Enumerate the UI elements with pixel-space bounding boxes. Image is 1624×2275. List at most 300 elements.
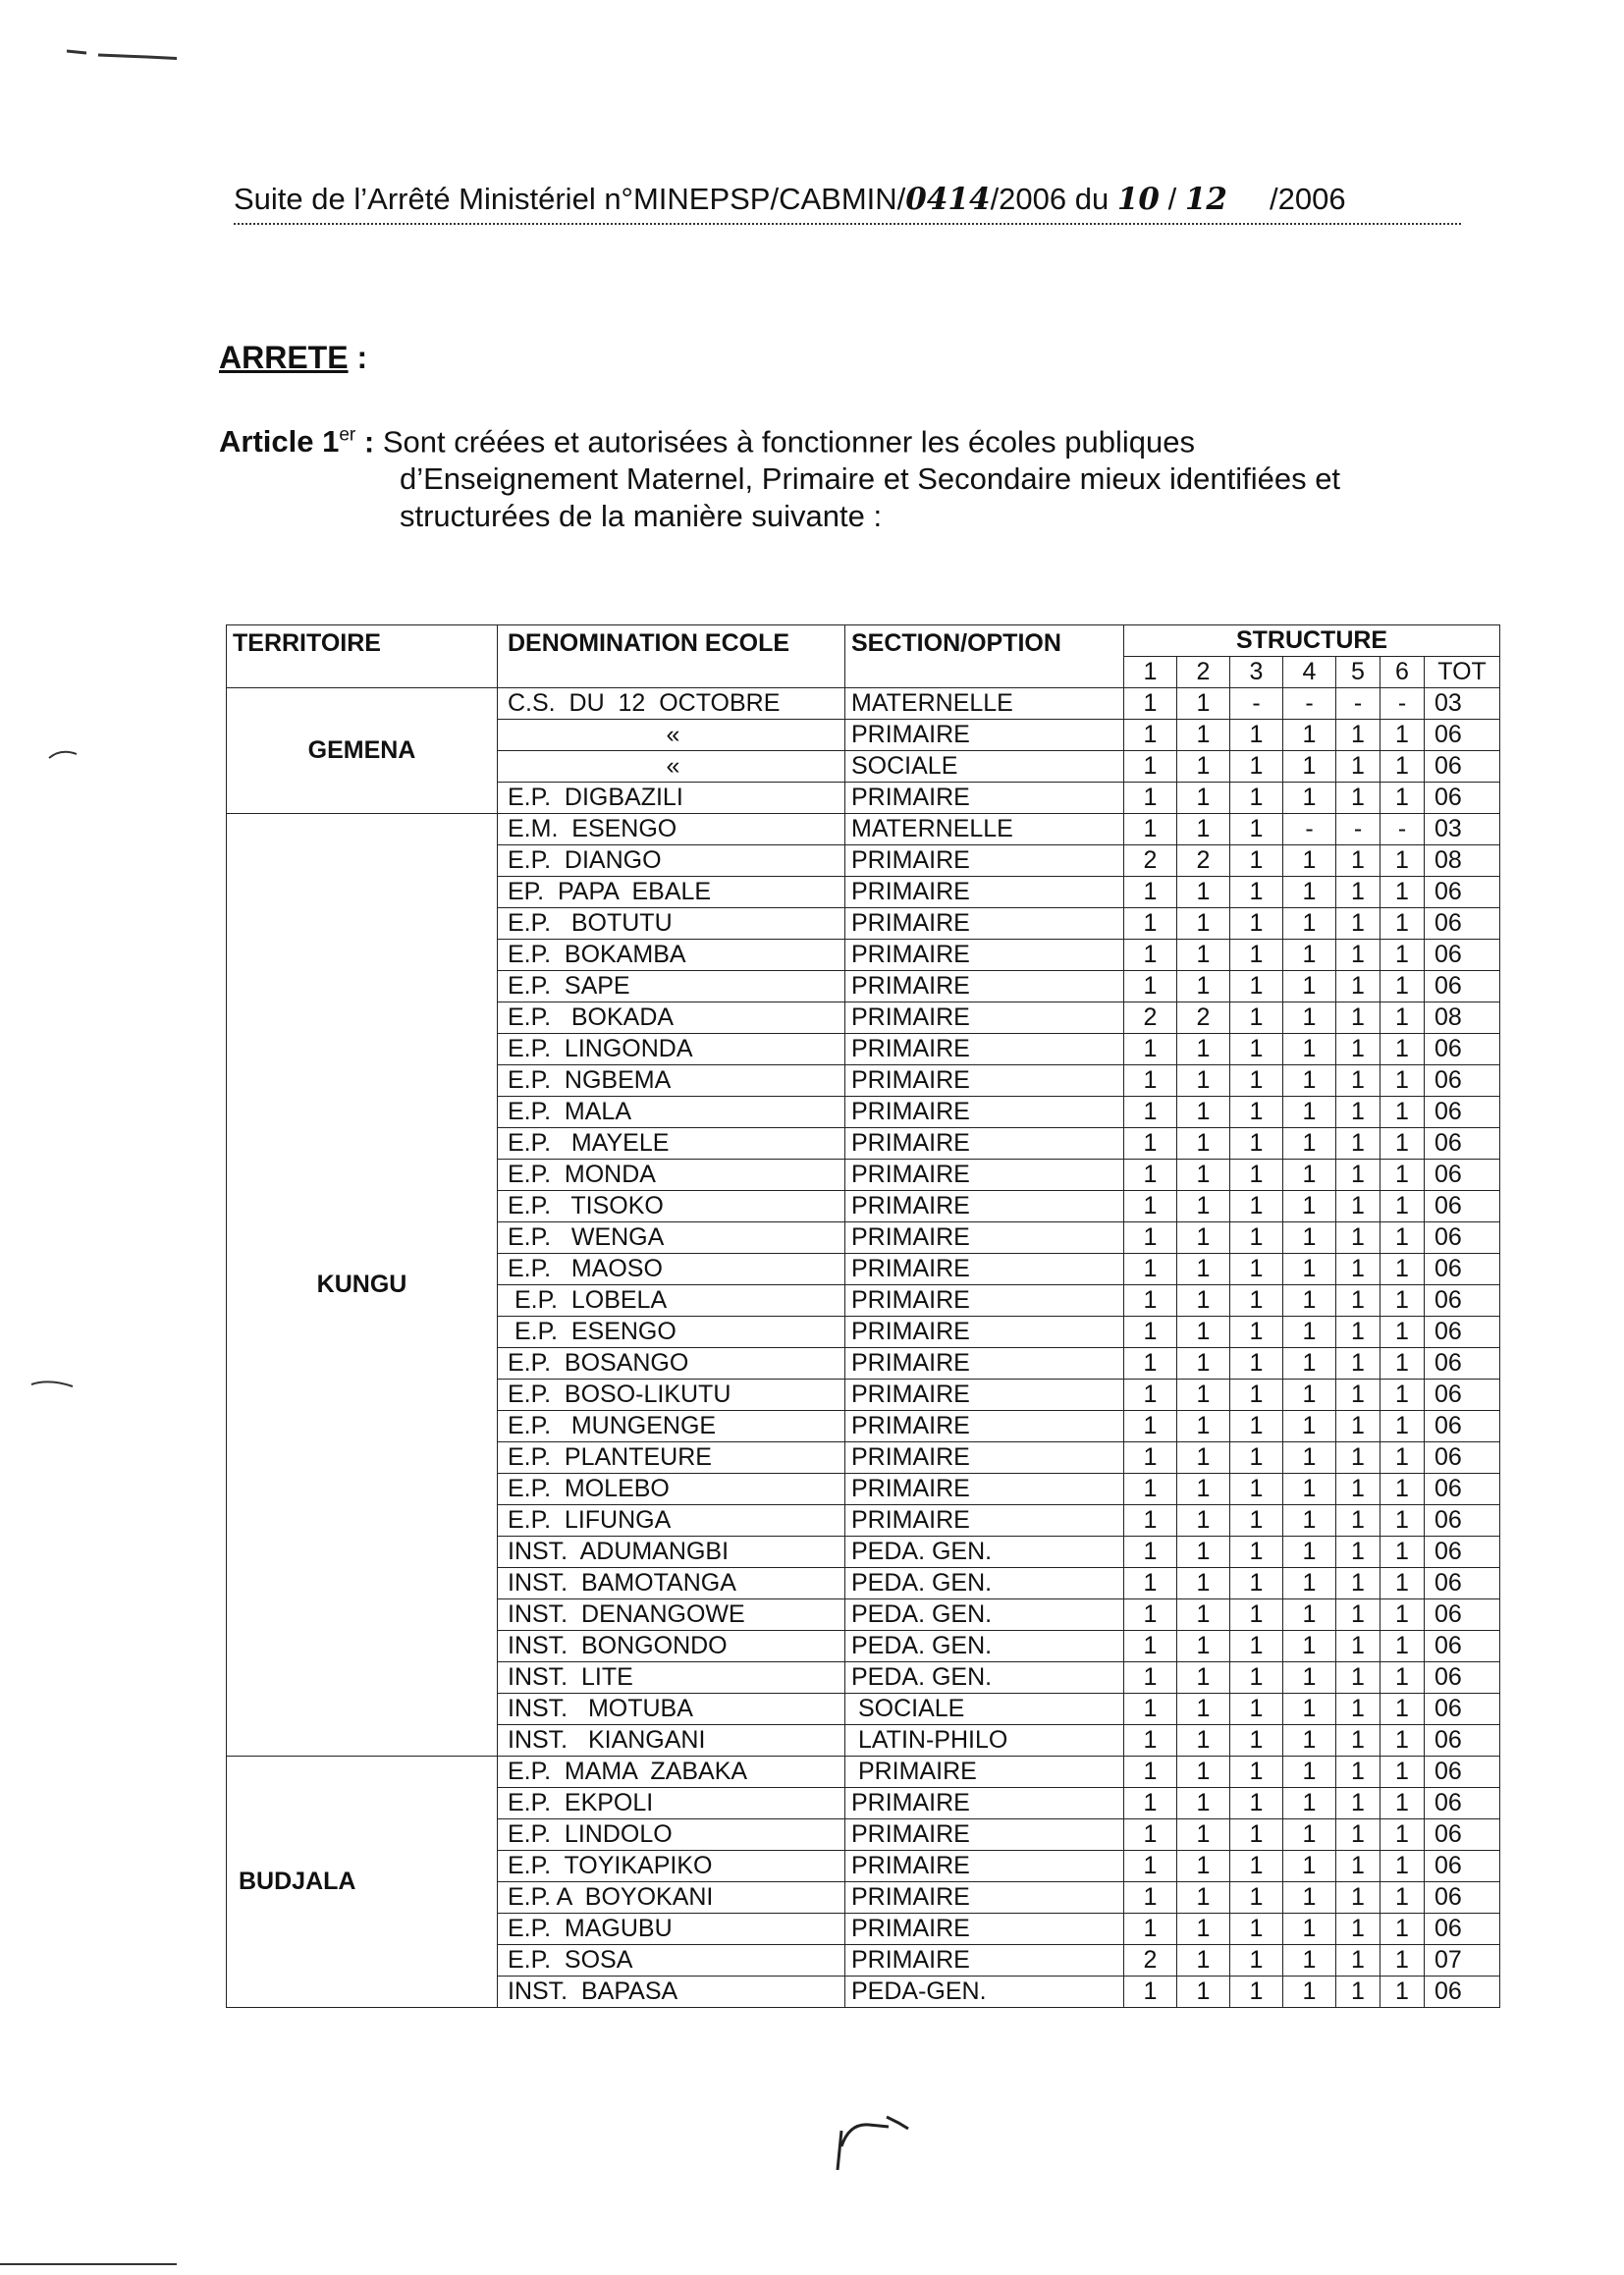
structure-cell-4: 1 <box>1283 1851 1336 1882</box>
structure-cell-6: 1 <box>1380 720 1425 751</box>
school-name: INST. KIANGANI <box>498 1725 845 1757</box>
structure-cell-2: 1 <box>1177 1757 1230 1788</box>
structure-cell-3: 1 <box>1230 814 1283 845</box>
structure-cell-4: 1 <box>1283 1505 1336 1537</box>
structure-cell-6: 1 <box>1380 1977 1425 2008</box>
header-year-b: /2006 <box>1226 182 1346 216</box>
structure-cell-5: 1 <box>1336 1128 1380 1160</box>
structure-total: 06 <box>1425 751 1500 783</box>
structure-cell-4: 1 <box>1283 1191 1336 1222</box>
structure-total: 06 <box>1425 1317 1500 1348</box>
school-name: E.P. SOSA <box>498 1945 845 1977</box>
school-name: EP. PAPA EBALE <box>498 877 845 908</box>
document-header <box>234 182 1461 225</box>
structure-cell-3: 1 <box>1230 1788 1283 1819</box>
structure-total: 06 <box>1425 1065 1500 1097</box>
structure-cell-5: 1 <box>1336 1348 1380 1380</box>
structure-total: 06 <box>1425 1568 1500 1599</box>
structure-cell-3: 1 <box>1230 1977 1283 2008</box>
school-name: E.P. BOSO-LIKUTU <box>498 1380 845 1411</box>
header-month: 12 <box>1184 182 1227 217</box>
structure-cell-5: 1 <box>1336 940 1380 971</box>
col-header-structure-1: 1 <box>1124 657 1177 688</box>
territory-gemena: GEMENA <box>227 688 498 814</box>
school-name: « <box>498 751 845 783</box>
section-option: PEDA. GEN. <box>845 1599 1124 1631</box>
structure-cell-4: 1 <box>1283 1474 1336 1505</box>
structure-cell-1: 2 <box>1124 845 1177 877</box>
structure-cell-2: 1 <box>1177 1348 1230 1380</box>
arrete-colon: : <box>348 340 368 375</box>
structure-cell-6: 1 <box>1380 1757 1425 1788</box>
structure-cell-1: 1 <box>1124 1537 1177 1568</box>
school-name: INST. BONGONDO <box>498 1631 845 1662</box>
structure-cell-3: 1 <box>1230 783 1283 814</box>
col-header-structure-5: 5 <box>1336 657 1380 688</box>
structure-cell-2: 1 <box>1177 1694 1230 1725</box>
section-option: PRIMAIRE <box>845 1914 1124 1945</box>
structure-cell-4: 1 <box>1283 1065 1336 1097</box>
structure-cell-2: 1 <box>1177 751 1230 783</box>
structure-cell-3: 1 <box>1230 1034 1283 1065</box>
section-option: LATIN-PHILO <box>845 1725 1124 1757</box>
structure-cell-1: 1 <box>1124 1914 1177 1945</box>
structure-cell-4: 1 <box>1283 1348 1336 1380</box>
section-option: PEDA-GEN. <box>845 1977 1124 2008</box>
arrete-number: 0414 <box>905 182 991 217</box>
structure-cell-1: 1 <box>1124 1128 1177 1160</box>
structure-cell-3: 1 <box>1230 1505 1283 1537</box>
structure-cell-5: 1 <box>1336 1945 1380 1977</box>
structure-cell-5: 1 <box>1336 1160 1380 1191</box>
structure-cell-3: 1 <box>1230 971 1283 1002</box>
structure-cell-5: - <box>1336 688 1380 720</box>
section-option: PRIMAIRE <box>845 720 1124 751</box>
structure-cell-6: 1 <box>1380 1945 1425 1977</box>
structure-cell-6: 1 <box>1380 1191 1425 1222</box>
section-option: PEDA. GEN. <box>845 1662 1124 1694</box>
structure-cell-4: 1 <box>1283 845 1336 877</box>
header-sep: / <box>1160 182 1185 216</box>
section-option: PRIMAIRE <box>845 1034 1124 1065</box>
structure-cell-4: 1 <box>1283 751 1336 783</box>
structure-cell-6: 1 <box>1380 1160 1425 1191</box>
structure-cell-3: 1 <box>1230 1662 1283 1694</box>
section-option: PRIMAIRE <box>845 1380 1124 1411</box>
structure-cell-4: 1 <box>1283 1537 1336 1568</box>
article-line-1: Sont créées et autorisées à fonctionner les écoles publiques <box>382 424 1195 460</box>
structure-cell-2: 1 <box>1177 1411 1230 1442</box>
structure-cell-6: 1 <box>1380 1851 1425 1882</box>
structure-cell-4: 1 <box>1283 940 1336 971</box>
arrete-title: ARRETE <box>219 340 349 375</box>
territory-kungu: KUNGU <box>227 814 498 1757</box>
section-option: PRIMAIRE <box>845 783 1124 814</box>
section-option: PRIMAIRE <box>845 1442 1124 1474</box>
structure-cell-4: 1 <box>1283 720 1336 751</box>
school-name: E.P. A BOYOKANI <box>498 1882 845 1914</box>
col-header-structure-6: 6 <box>1380 657 1425 688</box>
col-header-territoire: TERRITOIRE <box>227 625 498 688</box>
structure-cell-3: 1 <box>1230 1348 1283 1380</box>
section-option: PRIMAIRE <box>845 908 1124 940</box>
structure-cell-5: 1 <box>1336 1977 1380 2008</box>
structure-cell-4: 1 <box>1283 1411 1336 1442</box>
structure-cell-6: 1 <box>1380 1819 1425 1851</box>
structure-cell-2: 1 <box>1177 1788 1230 1819</box>
structure-cell-3: 1 <box>1230 1285 1283 1317</box>
section-option: PRIMAIRE <box>845 1002 1124 1034</box>
structure-cell-6: - <box>1380 688 1425 720</box>
school-name: E.P. BOTUTU <box>498 908 845 940</box>
structure-cell-3: 1 <box>1230 1694 1283 1725</box>
table-row <box>227 814 1500 845</box>
structure-cell-1: 1 <box>1124 1285 1177 1317</box>
structure-cell-3: 1 <box>1230 1945 1283 1977</box>
structure-cell-1: 1 <box>1124 1788 1177 1819</box>
structure-cell-2: 1 <box>1177 720 1230 751</box>
structure-cell-5: 1 <box>1336 751 1380 783</box>
structure-cell-5: 1 <box>1336 1097 1380 1128</box>
section-option: SOCIALE <box>845 751 1124 783</box>
structure-cell-5: 1 <box>1336 1757 1380 1788</box>
structure-cell-1: 1 <box>1124 1348 1177 1380</box>
structure-cell-2: 1 <box>1177 1034 1230 1065</box>
structure-cell-4: 1 <box>1283 1882 1336 1914</box>
section-option: MATERNELLE <box>845 688 1124 720</box>
structure-total: 06 <box>1425 971 1500 1002</box>
school-name: E.P. TOYIKAPIKO <box>498 1851 845 1882</box>
structure-cell-6: 1 <box>1380 1882 1425 1914</box>
schools-table <box>226 624 1500 2008</box>
section-option: PEDA. GEN. <box>845 1537 1124 1568</box>
section-option: PRIMAIRE <box>845 1222 1124 1254</box>
structure-cell-5: 1 <box>1336 1285 1380 1317</box>
structure-cell-2: 1 <box>1177 688 1230 720</box>
scan-mark-bottom-left <box>0 2258 187 2270</box>
structure-cell-2: 1 <box>1177 940 1230 971</box>
structure-cell-4: 1 <box>1283 783 1336 814</box>
paraphe-signature <box>830 2113 947 2172</box>
structure-cell-2: 1 <box>1177 1380 1230 1411</box>
structure-total: 06 <box>1425 1191 1500 1222</box>
structure-cell-2: 2 <box>1177 845 1230 877</box>
structure-cell-2: 1 <box>1177 1474 1230 1505</box>
section-option: PRIMAIRE <box>845 1191 1124 1222</box>
structure-cell-4: 1 <box>1283 1788 1336 1819</box>
structure-cell-2: 1 <box>1177 1160 1230 1191</box>
structure-total: 06 <box>1425 1160 1500 1191</box>
col-header-section: SECTION/OPTION <box>845 625 1124 688</box>
structure-total: 06 <box>1425 908 1500 940</box>
structure-cell-2: 1 <box>1177 1442 1230 1474</box>
section-option: PRIMAIRE <box>845 1945 1124 1977</box>
structure-total: 06 <box>1425 1662 1500 1694</box>
school-name: E.P. BOSANGO <box>498 1348 845 1380</box>
section-option: PRIMAIRE <box>845 1819 1124 1851</box>
structure-cell-3: 1 <box>1230 1317 1283 1348</box>
school-name: E.P. EKPOLI <box>498 1788 845 1819</box>
structure-cell-5: 1 <box>1336 1537 1380 1568</box>
col-header-structure-3: 3 <box>1230 657 1283 688</box>
structure-cell-5: 1 <box>1336 1317 1380 1348</box>
structure-total: 06 <box>1425 1914 1500 1945</box>
school-name: E.P. LOBELA <box>498 1285 845 1317</box>
structure-cell-2: 1 <box>1177 1097 1230 1128</box>
structure-cell-1: 1 <box>1124 1725 1177 1757</box>
structure-cell-5: 1 <box>1336 845 1380 877</box>
structure-total: 06 <box>1425 1694 1500 1725</box>
structure-cell-2: 1 <box>1177 1285 1230 1317</box>
structure-total: 06 <box>1425 1882 1500 1914</box>
structure-cell-3: 1 <box>1230 877 1283 908</box>
structure-total: 06 <box>1425 877 1500 908</box>
structure-cell-6: 1 <box>1380 1254 1425 1285</box>
section-option: PRIMAIRE <box>845 940 1124 971</box>
section-option: PRIMAIRE <box>845 1160 1124 1191</box>
structure-cell-5: 1 <box>1336 908 1380 940</box>
structure-cell-3: 1 <box>1230 1474 1283 1505</box>
structure-cell-3: 1 <box>1230 720 1283 751</box>
structure-cell-1: 1 <box>1124 1819 1177 1851</box>
section-option: PRIMAIRE <box>845 1882 1124 1914</box>
school-name: E.P. SAPE <box>498 971 845 1002</box>
structure-cell-4: 1 <box>1283 1914 1336 1945</box>
col-header-structure-4: 4 <box>1283 657 1336 688</box>
structure-cell-3: 1 <box>1230 1757 1283 1788</box>
structure-cell-5: 1 <box>1336 1442 1380 1474</box>
school-name: E.P. LINDOLO <box>498 1819 845 1851</box>
structure-total: 06 <box>1425 1128 1500 1160</box>
structure-cell-2: 2 <box>1177 1002 1230 1034</box>
structure-cell-3: 1 <box>1230 1191 1283 1222</box>
structure-cell-1: 1 <box>1124 1222 1177 1254</box>
school-name: E.P. DIANGO <box>498 845 845 877</box>
school-name: C.S. DU 12 OCTOBRE <box>498 688 845 720</box>
structure-cell-2: 1 <box>1177 908 1230 940</box>
section-option: PEDA. GEN. <box>845 1631 1124 1662</box>
structure-total: 06 <box>1425 940 1500 971</box>
school-name: E.P. MAMA ZABAKA <box>498 1757 845 1788</box>
structure-cell-3: 1 <box>1230 1568 1283 1599</box>
structure-cell-5: 1 <box>1336 1851 1380 1882</box>
structure-cell-3: 1 <box>1230 1819 1283 1851</box>
section-option: PRIMAIRE <box>845 1348 1124 1380</box>
structure-total: 06 <box>1425 1474 1500 1505</box>
structure-cell-6: 1 <box>1380 1097 1425 1128</box>
structure-cell-5: 1 <box>1336 1882 1380 1914</box>
structure-cell-1: 1 <box>1124 1568 1177 1599</box>
structure-cell-3: 1 <box>1230 1065 1283 1097</box>
structure-cell-3: 1 <box>1230 845 1283 877</box>
structure-cell-1: 1 <box>1124 1034 1177 1065</box>
structure-cell-6: 1 <box>1380 1380 1425 1411</box>
col-header-structure: STRUCTURE <box>1124 625 1500 657</box>
structure-cell-5: - <box>1336 814 1380 845</box>
structure-cell-2: 1 <box>1177 1505 1230 1537</box>
structure-cell-1: 1 <box>1124 1977 1177 2008</box>
structure-cell-3: 1 <box>1230 940 1283 971</box>
structure-total: 03 <box>1425 688 1500 720</box>
structure-cell-1: 1 <box>1124 783 1177 814</box>
header-year-a: /2006 du <box>990 182 1117 216</box>
header-row-1 <box>227 625 1500 657</box>
structure-cell-1: 1 <box>1124 1254 1177 1285</box>
structure-cell-1: 1 <box>1124 1474 1177 1505</box>
structure-cell-1: 1 <box>1124 1191 1177 1222</box>
structure-cell-1: 1 <box>1124 877 1177 908</box>
structure-cell-1: 1 <box>1124 940 1177 971</box>
structure-cell-5: 1 <box>1336 1725 1380 1757</box>
structure-cell-3: 1 <box>1230 1882 1283 1914</box>
section-option: PEDA. GEN. <box>845 1568 1124 1599</box>
structure-cell-1: 1 <box>1124 1505 1177 1537</box>
table-row <box>227 1757 1500 1788</box>
structure-cell-4: 1 <box>1283 1034 1336 1065</box>
header-prefix: Suite de l’Arrêté Ministériel n°MINEPSP/CABMIN/ <box>234 182 906 216</box>
section-option: MATERNELLE <box>845 814 1124 845</box>
structure-cell-2: 1 <box>1177 1725 1230 1757</box>
structure-total: 06 <box>1425 783 1500 814</box>
school-name: E.P. BOKAMBA <box>498 940 845 971</box>
structure-cell-5: 1 <box>1336 1034 1380 1065</box>
structure-total: 06 <box>1425 1254 1500 1285</box>
school-name: INST. BAMOTANGA <box>498 1568 845 1599</box>
structure-total: 06 <box>1425 1222 1500 1254</box>
structure-cell-1: 1 <box>1124 1882 1177 1914</box>
school-name: E.P. LINGONDA <box>498 1034 845 1065</box>
structure-total: 06 <box>1425 1505 1500 1537</box>
structure-cell-1: 1 <box>1124 1662 1177 1694</box>
structure-cell-4: - <box>1283 688 1336 720</box>
structure-cell-4: 1 <box>1283 1285 1336 1317</box>
structure-cell-2: 1 <box>1177 1914 1230 1945</box>
school-name: E.P. LIFUNGA <box>498 1505 845 1537</box>
article-label-sup: er <box>339 425 356 446</box>
structure-cell-3: 1 <box>1230 1254 1283 1285</box>
structure-cell-3: 1 <box>1230 1599 1283 1631</box>
structure-cell-2: 1 <box>1177 1851 1230 1882</box>
section-option: PRIMAIRE <box>845 1757 1124 1788</box>
structure-cell-6: 1 <box>1380 783 1425 814</box>
scan-mark-left-1 <box>47 746 86 766</box>
structure-total: 06 <box>1425 1788 1500 1819</box>
structure-cell-2: 1 <box>1177 1819 1230 1851</box>
structure-cell-4: 1 <box>1283 1568 1336 1599</box>
structure-cell-4: 1 <box>1283 1160 1336 1191</box>
structure-cell-2: 1 <box>1177 1568 1230 1599</box>
structure-total: 08 <box>1425 1002 1500 1034</box>
structure-cell-3: 1 <box>1230 1914 1283 1945</box>
structure-cell-3: 1 <box>1230 1222 1283 1254</box>
structure-cell-4: 1 <box>1283 1819 1336 1851</box>
structure-cell-5: 1 <box>1336 1662 1380 1694</box>
structure-cell-4: 1 <box>1283 1380 1336 1411</box>
structure-cell-2: 1 <box>1177 1945 1230 1977</box>
structure-total: 08 <box>1425 845 1500 877</box>
structure-cell-3: 1 <box>1230 1411 1283 1442</box>
section-option: PRIMAIRE <box>845 1285 1124 1317</box>
structure-cell-6: 1 <box>1380 908 1425 940</box>
structure-cell-4: 1 <box>1283 1945 1336 1977</box>
structure-cell-3: 1 <box>1230 1631 1283 1662</box>
structure-cell-6: 1 <box>1380 1599 1425 1631</box>
school-name: E.P. PLANTEURE <box>498 1442 845 1474</box>
school-name: INST. ADUMANGBI <box>498 1537 845 1568</box>
section-option: PRIMAIRE <box>845 1474 1124 1505</box>
structure-cell-6: 1 <box>1380 1694 1425 1725</box>
structure-total: 06 <box>1425 1631 1500 1662</box>
structure-cell-5: 1 <box>1336 1631 1380 1662</box>
structure-cell-4: 1 <box>1283 1097 1336 1128</box>
structure-cell-4: 1 <box>1283 1317 1336 1348</box>
structure-cell-6: 1 <box>1380 1222 1425 1254</box>
structure-cell-5: 1 <box>1336 1694 1380 1725</box>
structure-cell-6: 1 <box>1380 877 1425 908</box>
structure-cell-4: 1 <box>1283 1694 1336 1725</box>
structure-total: 06 <box>1425 1851 1500 1882</box>
structure-cell-6: 1 <box>1380 1631 1425 1662</box>
structure-cell-4: 1 <box>1283 1631 1336 1662</box>
structure-cell-2: 1 <box>1177 1317 1230 1348</box>
section-option: PRIMAIRE <box>845 1128 1124 1160</box>
structure-cell-5: 1 <box>1336 1819 1380 1851</box>
structure-cell-5: 1 <box>1336 1254 1380 1285</box>
school-name: E.P. BOKADA <box>498 1002 845 1034</box>
structure-cell-5: 1 <box>1336 1599 1380 1631</box>
school-name: E.M. ESENGO <box>498 814 845 845</box>
structure-cell-1: 2 <box>1124 1002 1177 1034</box>
structure-total: 06 <box>1425 1537 1500 1568</box>
structure-cell-2: 1 <box>1177 1882 1230 1914</box>
structure-cell-5: 1 <box>1336 1411 1380 1442</box>
structure-total: 06 <box>1425 1348 1500 1380</box>
article-1 <box>219 417 1456 535</box>
section-option: PRIMAIRE <box>845 1097 1124 1128</box>
structure-total: 06 <box>1425 1819 1500 1851</box>
structure-cell-6: 1 <box>1380 1285 1425 1317</box>
structure-total: 06 <box>1425 1097 1500 1128</box>
school-name: E.P. MAGUBU <box>498 1914 845 1945</box>
structure-cell-4: 1 <box>1283 1128 1336 1160</box>
structure-cell-2: 1 <box>1177 1128 1230 1160</box>
article-colon: : <box>355 424 383 460</box>
col-header-structure-tot: TOT <box>1425 657 1500 688</box>
structure-cell-5: 1 <box>1336 783 1380 814</box>
structure-cell-1: 1 <box>1124 971 1177 1002</box>
structure-cell-6: 1 <box>1380 1002 1425 1034</box>
article-label <box>219 424 355 459</box>
structure-cell-6: 1 <box>1380 845 1425 877</box>
structure-cell-4: 1 <box>1283 1002 1336 1034</box>
structure-cell-5: 1 <box>1336 1222 1380 1254</box>
section-option: PRIMAIRE <box>845 845 1124 877</box>
structure-total: 06 <box>1425 1977 1500 2008</box>
structure-cell-4: 1 <box>1283 1222 1336 1254</box>
structure-cell-2: 1 <box>1177 971 1230 1002</box>
structure-cell-2: 1 <box>1177 783 1230 814</box>
section-option: PRIMAIRE <box>845 1505 1124 1537</box>
arrete-heading <box>219 340 367 376</box>
structure-cell-1: 1 <box>1124 1380 1177 1411</box>
section-option: SOCIALE <box>845 1694 1124 1725</box>
structure-cell-5: 1 <box>1336 1788 1380 1819</box>
school-name: INST. LITE <box>498 1662 845 1694</box>
structure-cell-3: 1 <box>1230 1002 1283 1034</box>
section-option: PRIMAIRE <box>845 1065 1124 1097</box>
structure-cell-2: 1 <box>1177 877 1230 908</box>
structure-cell-4: 1 <box>1283 1725 1336 1757</box>
